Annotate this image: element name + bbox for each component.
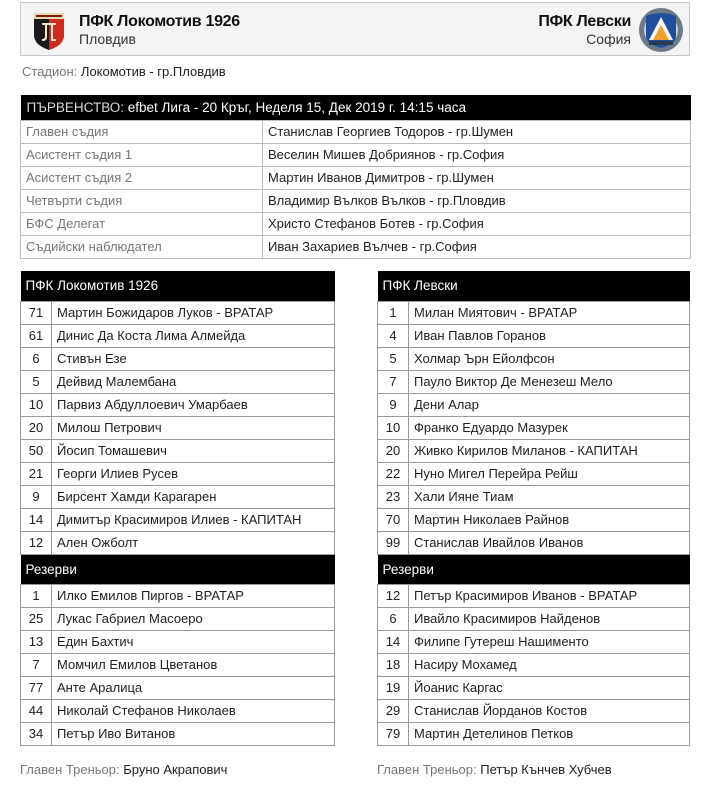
player-name[interactable]: Стивън Езе [52, 347, 335, 370]
official-role: Асистент съдия 2 [21, 166, 263, 189]
player-row [378, 301, 690, 324]
away-coach [377, 762, 612, 777]
player-row [378, 584, 690, 607]
away-team-name[interactable]: ПФК Левски [538, 13, 631, 30]
player-number: 22 [378, 462, 409, 485]
stadium-label: Стадион: [22, 64, 78, 79]
stadium-info [22, 64, 226, 79]
player-row [21, 531, 335, 554]
player-number: 29 [378, 699, 409, 722]
home-coach-label: Главен Треньор: [20, 762, 120, 777]
player-name[interactable]: Георги Илиев Русев [52, 462, 335, 485]
player-number: 1 [378, 301, 409, 324]
player-number: 10 [21, 393, 52, 416]
player-name[interactable]: Ивайло Красимиров Найденов [409, 607, 690, 630]
reserves-title: Резерви [378, 554, 690, 584]
home-roster-table [20, 271, 335, 746]
player-row [21, 485, 335, 508]
reserves-title: Резерви [21, 554, 335, 584]
player-number: 19 [378, 676, 409, 699]
player-number: 12 [378, 584, 409, 607]
player-number: 50 [21, 439, 52, 462]
player-row [21, 439, 335, 462]
player-row [21, 630, 335, 653]
player-row [378, 607, 690, 630]
player-row [21, 653, 335, 676]
player-row [378, 393, 690, 416]
lokomotiv-plovdiv-crest-icon [32, 9, 66, 51]
roster-title: ПФК Локомотив 1926 [21, 271, 335, 301]
player-row [378, 370, 690, 393]
player-number: 7 [21, 653, 52, 676]
roster-title: ПФК Левски [378, 271, 690, 301]
home-team-name[interactable]: ПФК Локомотив 1926 [79, 13, 240, 30]
player-number: 13 [21, 630, 52, 653]
official-name: Иван Захариев Вълчев - гр.София [263, 235, 691, 258]
player-number: 44 [21, 699, 52, 722]
player-number: 18 [378, 653, 409, 676]
official-role: Четвърти съдия [21, 189, 263, 212]
roster-title-row [378, 271, 690, 301]
player-name[interactable]: Мартин Божидаров Луков - ВРАТАР [52, 301, 335, 324]
player-name[interactable]: Ален Ожболт [52, 531, 335, 554]
player-number: 79 [378, 722, 409, 745]
official-name: Мартин Иванов Димитров - гр.Шумен [263, 166, 691, 189]
player-row [378, 416, 690, 439]
player-row [21, 584, 335, 607]
championship-label: ПЪРВЕНСТВО: [26, 99, 125, 115]
player-row [21, 393, 335, 416]
player-name[interactable]: Димитър Красимиров Илиев - КАПИТАН [52, 508, 335, 531]
away-team-city: София [586, 31, 631, 47]
player-name[interactable]: Милош Петрович [52, 416, 335, 439]
player-name[interactable]: Парвиз Абдуллоевич Умарбаев [52, 393, 335, 416]
player-number: 5 [378, 347, 409, 370]
player-name[interactable]: Станислав Йорданов Костов [409, 699, 690, 722]
home-coach-name[interactable]: Бруно Акрапович [123, 762, 228, 777]
player-name[interactable]: Франко Едуардо Мазурек [409, 416, 690, 439]
official-name: Веселин Мишев Добриянов - гр.София [263, 143, 691, 166]
player-number: 4 [378, 324, 409, 347]
player-number: 20 [378, 439, 409, 462]
player-name[interactable]: Мартин Детелинов Петков [409, 722, 690, 745]
player-row [378, 324, 690, 347]
player-number: 6 [21, 347, 52, 370]
player-name[interactable]: Един Бахтич [52, 630, 335, 653]
reserves-title-row [378, 554, 690, 584]
player-name[interactable]: Живко Кирилов Миланов - КАПИТАН [409, 439, 690, 462]
player-row [378, 508, 690, 531]
player-number: 23 [378, 485, 409, 508]
player-number: 99 [378, 531, 409, 554]
player-row [378, 676, 690, 699]
match-header [20, 2, 690, 56]
player-row [21, 370, 335, 393]
championship-cell [21, 95, 691, 120]
player-name[interactable]: Насиру Мохамед [409, 653, 690, 676]
player-name[interactable]: Момчил Емилов Цветанов [52, 653, 335, 676]
player-number: 71 [21, 301, 52, 324]
player-number: 21 [21, 462, 52, 485]
player-row [378, 531, 690, 554]
player-row [21, 301, 335, 324]
player-row [378, 347, 690, 370]
player-number: 61 [21, 324, 52, 347]
player-row [21, 676, 335, 699]
official-role: Главен съдия [21, 120, 263, 143]
player-number: 70 [378, 508, 409, 531]
player-number: 14 [21, 508, 52, 531]
player-name[interactable]: Дейвид Малембана [52, 370, 335, 393]
player-number: 14 [378, 630, 409, 653]
official-name: Станислав Георгиев Тодоров - гр.Шумен [263, 120, 691, 143]
official-role: Асистент съдия 1 [21, 143, 263, 166]
official-row [21, 143, 691, 166]
championship-row [21, 95, 691, 120]
player-number: 34 [21, 722, 52, 745]
levski-sofia-crest-icon [636, 6, 686, 54]
player-name[interactable]: Хали Ияне Тиам [409, 485, 690, 508]
player-name[interactable]: Петър Красимиров Иванов - ВРАТАР [409, 584, 690, 607]
player-name[interactable]: Станислав Ивайлов Иванов [409, 531, 690, 554]
player-name[interactable]: Динис Да Коста Лима Алмейда [52, 324, 335, 347]
player-number: 12 [21, 531, 52, 554]
player-name[interactable]: Бирсент Хамди Карагарен [52, 485, 335, 508]
official-role: Съдийски наблюдател [21, 235, 263, 258]
player-number: 9 [378, 393, 409, 416]
official-name: Владимир Вълков Вълков - гр.Пловдив [263, 189, 691, 212]
player-name[interactable]: Иван Павлов Горанов [409, 324, 690, 347]
player-name[interactable]: Холмар Ърн Ейолфсон [409, 347, 690, 370]
away-roster-table [377, 271, 690, 746]
player-name[interactable]: Лукас Габриел Масоеро [52, 607, 335, 630]
official-role: БФС Делегат [21, 212, 263, 235]
official-row [21, 189, 691, 212]
home-coach [20, 762, 227, 777]
away-coach-label: Главен Треньор: [377, 762, 477, 777]
official-row [21, 235, 691, 258]
player-name[interactable]: Петър Иво Витанов [52, 722, 335, 745]
player-row [21, 462, 335, 485]
player-row [378, 439, 690, 462]
home-team-city: Пловдив [79, 31, 136, 47]
player-name[interactable]: Анте Аралица [52, 676, 335, 699]
player-name[interactable]: Нуно Мигел Перейра Рейш [409, 462, 690, 485]
player-row [378, 630, 690, 653]
player-row [378, 653, 690, 676]
roster-title-row [21, 271, 335, 301]
player-number: 7 [378, 370, 409, 393]
match-officials-table [20, 95, 691, 259]
player-number: 5 [21, 370, 52, 393]
player-row [21, 607, 335, 630]
away-coach-name[interactable]: Петър Кънчев Хубчев [480, 762, 612, 777]
player-name[interactable]: Милан Миятович - ВРАТАР [409, 301, 690, 324]
player-row [378, 462, 690, 485]
player-number: 9 [21, 485, 52, 508]
player-row [21, 347, 335, 370]
player-number: 6 [378, 607, 409, 630]
player-name[interactable]: Йоанис Каргас [409, 676, 690, 699]
player-row [21, 508, 335, 531]
official-row [21, 120, 691, 143]
player-number: 25 [21, 607, 52, 630]
player-row [378, 699, 690, 722]
official-name: Христо Стефанов Ботев - гр.София [263, 212, 691, 235]
player-row [21, 722, 335, 745]
player-number: 20 [21, 416, 52, 439]
player-name[interactable]: Мартин Николаев Райнов [409, 508, 690, 531]
championship-value: efbet Лига - 20 Кръг, Неделя 15, Дек 2019 г. 14:15 часа [127, 99, 466, 115]
player-row [21, 416, 335, 439]
player-name[interactable]: Илко Емилов Пиргов - ВРАТАР [52, 584, 335, 607]
player-name[interactable]: Николай Стефанов Николаев [52, 699, 335, 722]
player-row [378, 722, 690, 745]
stadium-value: Локомотив - гр.Пловдив [80, 64, 226, 79]
official-row [21, 166, 691, 189]
official-row [21, 212, 691, 235]
player-name[interactable]: Пауло Виктор Де Менезеш Мело [409, 370, 690, 393]
player-number: 10 [378, 416, 409, 439]
player-number: 77 [21, 676, 52, 699]
player-row [378, 485, 690, 508]
player-name[interactable]: Дени Алар [409, 393, 690, 416]
player-name[interactable]: Филипе Гутереш Нашименто [409, 630, 690, 653]
player-row [21, 699, 335, 722]
player-name[interactable]: Йосип Томашевич [52, 439, 335, 462]
player-row [21, 324, 335, 347]
player-number: 1 [21, 584, 52, 607]
reserves-title-row [21, 554, 335, 584]
